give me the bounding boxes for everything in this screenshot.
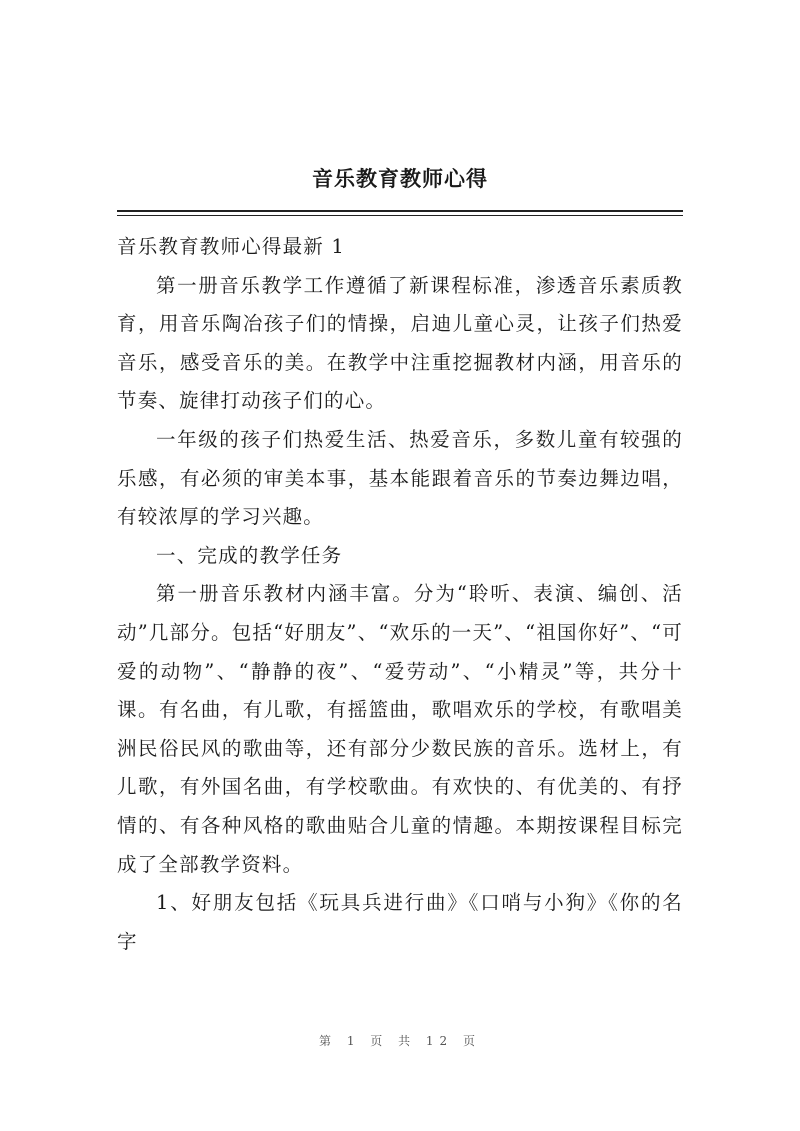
paragraph: 1、好朋友包括《玩具兵进行曲》《口哨与小狗》《你的名字 bbox=[117, 891, 683, 953]
paragraph: 第一册音乐教材内涵丰富。分为“聆听、表演、编创、活动”几部分。包括“好朋友”、“欢乐的一天”、“祖国你好”、“可爱的动物”、“静静的夜”、“爱劳动”、“小精灵”等，共分十课。有名曲，有儿歌，有摇篮曲，歌唱欢乐的学校，有歌唱美洲民俗民风的歌曲等，还有部分少数民族的音乐。选材上，有儿歌，有外国名曲，有学校歌曲。有欢快的、有优美的、有抒情的、有各种风格的歌曲贴合儿童的情趣。本期按课程目标完成了全部教学资料。 bbox=[117, 582, 683, 876]
title-divider-thin bbox=[117, 215, 683, 216]
title-divider bbox=[117, 210, 683, 212]
paragraph: 第一册音乐教学工作遵循了新课程标准，渗透音乐素质教育，用音乐陶冶孩子们的情操，启迪儿童心灵，让孩子们热爱音乐，感受音乐的美。在教学中注重挖掘教材内涵，用音乐的节奏、旋律打动孩子们的心。 bbox=[117, 273, 683, 413]
page-title: 音乐教育教师心得 bbox=[312, 167, 488, 191]
page-number: 第 1 页 共 12 页 bbox=[319, 1034, 481, 1048]
section-heading: 音乐教育教师心得最新 1 bbox=[117, 235, 346, 258]
section-subheading: 一、完成的教学任务 bbox=[156, 543, 343, 567]
paragraph: 一年级的孩子们热爱生活、热爱音乐，多数儿童有较强的乐感，有必须的审美本事，基本能跟着音乐的节奏边舞边唱，有较浓厚的学习兴趣。 bbox=[117, 427, 683, 529]
document-body bbox=[117, 228, 683, 961]
